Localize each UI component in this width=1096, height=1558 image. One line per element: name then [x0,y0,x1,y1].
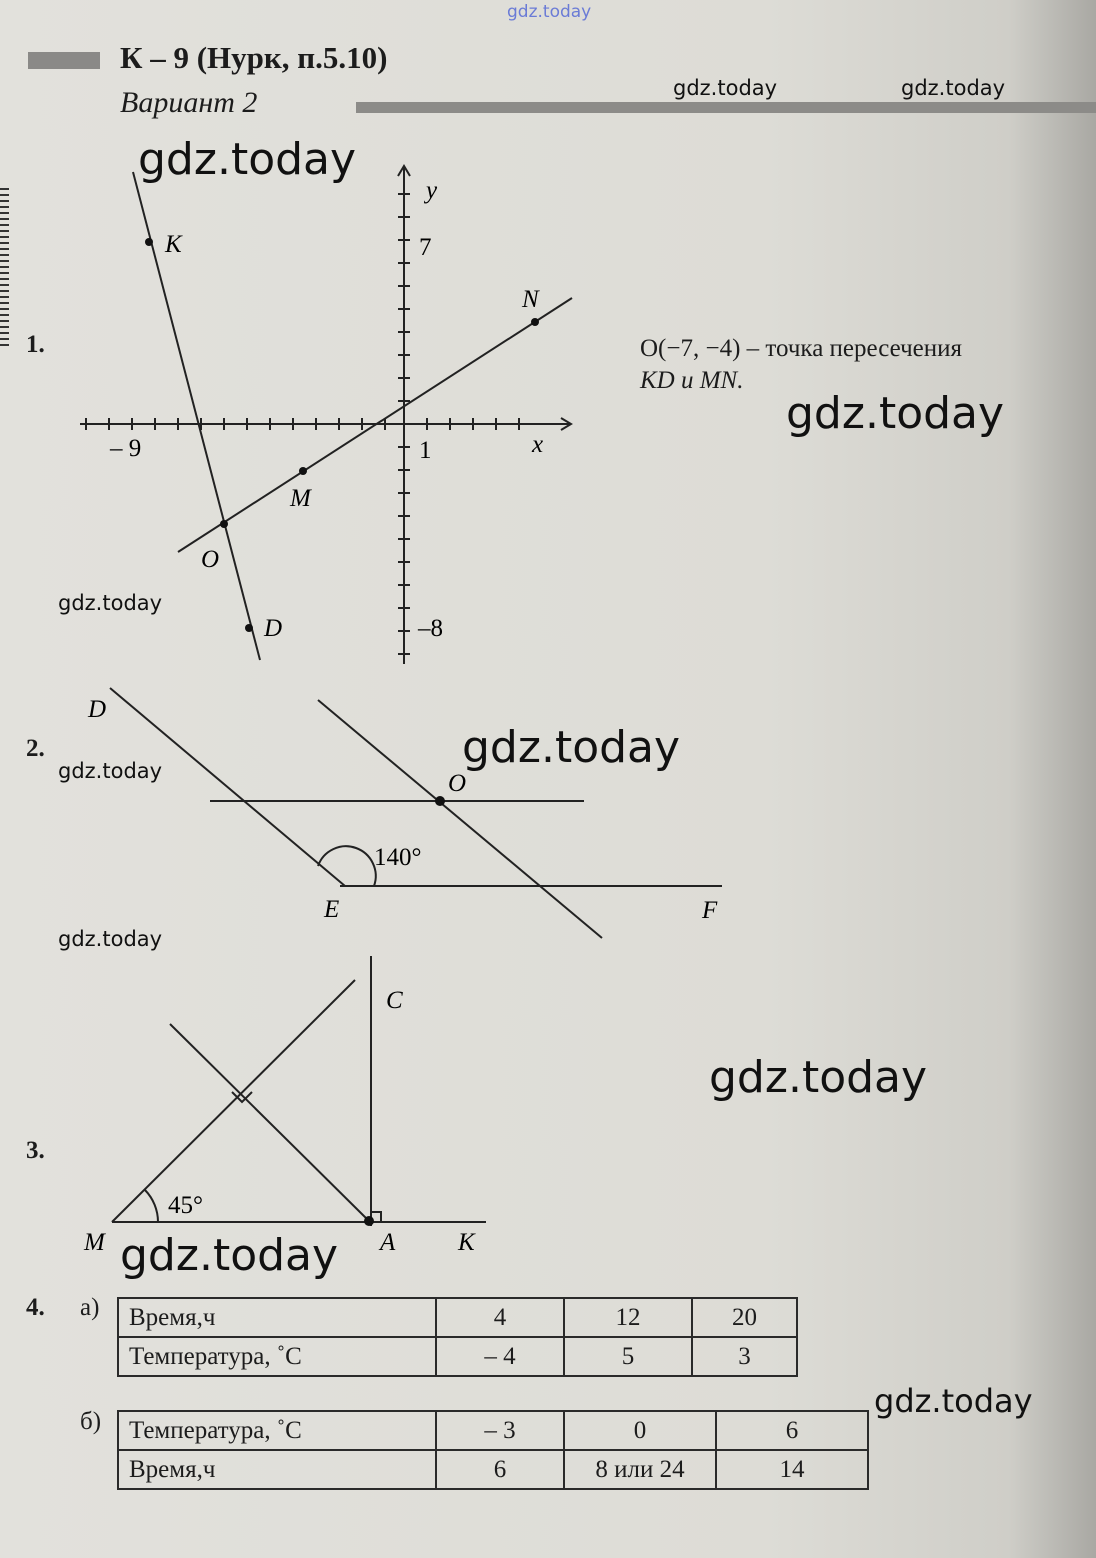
table-cell: – 4 [436,1337,564,1376]
label-K: K [165,231,182,258]
watermark-small-3: gdz.today [58,927,163,951]
y-axis-label: y [426,177,438,204]
tick-label-x-neg9: – 9 [110,435,142,462]
watermark-small-1: gdz.today [58,591,163,615]
watermark-big-5: gdz.today [120,1230,339,1281]
tick-label-y-7: 7 [419,234,432,261]
table-row [118,1411,868,1450]
task4-number: 4. [26,1294,45,1321]
table-b-row2-label: Время,ч [118,1450,436,1489]
angle-arc-45 [145,1190,158,1222]
page-title: К – 9 (Нурк, п.5.10) [120,40,388,75]
tick-label-y-neg8: –8 [418,615,443,642]
table-cell: 14 [716,1450,868,1489]
watermark-top: gdz.today [507,2,592,22]
label-F: F [702,897,718,924]
task1-answer-line2: KD и MN. [640,367,744,394]
table-cell: 8 или 24 [564,1450,716,1489]
label-K-task3: K [458,1229,475,1256]
label-A: A [380,1229,396,1256]
task4-part-a: а) [80,1294,100,1321]
table-cell: 6 [436,1450,564,1489]
watermark-header-1: gdz.today [673,76,778,100]
label-E: E [324,896,340,923]
task3-number: 3. [26,1137,45,1164]
table-cell: 4 [436,1298,564,1337]
watermark-big-4: gdz.today [709,1052,928,1103]
table-cell: 3 [692,1337,797,1376]
label-O: O [201,546,220,573]
task2-number: 2. [26,735,45,762]
label-N: N [522,286,539,313]
table-cell: – 3 [436,1411,564,1450]
table-row [118,1450,868,1489]
table-a-row2-label: Температура, ˚С [118,1337,436,1376]
label-D: D [264,615,283,642]
table-cell: 12 [564,1298,692,1337]
watermark-big-2: gdz.today [786,388,1005,439]
table-a-row1-label: Время,ч [118,1298,436,1337]
task4-part-b: б) [80,1408,102,1435]
point-A [364,1216,374,1226]
table-cell: 0 [564,1411,716,1450]
label-O-task2: O [448,770,467,797]
table-row [118,1298,797,1337]
table-cell: 20 [692,1298,797,1337]
watermark-big-3: gdz.today [462,722,681,773]
table-row [118,1337,797,1376]
table-b-row1-label: Температура, ˚С [118,1411,436,1450]
task1-answer-line1: O(−7, −4) – точка пересечения [640,335,963,362]
table-a [117,1297,798,1377]
table-b [117,1410,869,1490]
watermark-small-4: gdz.today [874,1382,1033,1420]
line-from-M [112,980,355,1222]
variant-label: Вариант 2 [120,86,258,119]
label-M: M [290,485,311,512]
tick-label-x-1: 1 [419,437,432,464]
label-C: C [386,987,403,1014]
x-axis-label: x [532,431,544,458]
table-cell: 5 [564,1337,692,1376]
task1-number: 1. [26,331,45,358]
label-M-task3: M [84,1229,105,1256]
label-D-task2: D [88,696,107,723]
angle-140-label: 140° [374,844,422,871]
watermark-small-2: gdz.today [58,759,163,783]
watermark-big-1: gdz.today [138,134,357,185]
angle-45-label: 45° [168,1192,203,1219]
watermark-header-2: gdz.today [901,76,1006,100]
table-cell: 6 [716,1411,868,1450]
